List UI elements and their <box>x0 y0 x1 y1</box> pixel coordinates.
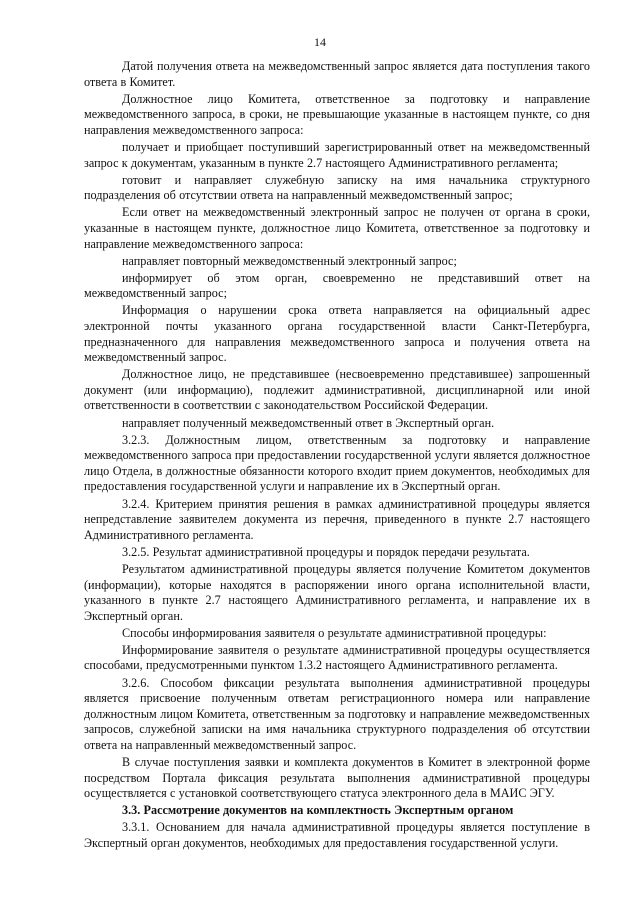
paragraph: В случае поступления заявки и комплекта документов в Комитет в электронной форме посредством Портала фиксация результата выполнения административной процедуры осуществляется с установкой соответствующего статуса электронного дела в МАИС ЭГУ. <box>84 755 590 801</box>
paragraph: Способы информирования заявителя о результате административной процедуры: <box>122 625 547 640</box>
paragraph: готовит и направляет служебную записку на имя начальника структурного подразделения об отсутствии ответа на направленный межведомственный запрос; <box>84 172 590 203</box>
paragraph: Информирование заявителя о результате административной процедуры осуществляется способами, предусмотренными пунктом 1.3.2 настоящего Административного регламента. <box>84 642 590 673</box>
document-body <box>84 59 590 853</box>
paragraph: Информация о нарушении срока ответа направляется на официальный адрес электронной почты указанного органа государственной власти Санкт-Петербурга, предназначенного для направления межведомственного запроса и получения ответа на межведомственный запрос. <box>84 303 590 365</box>
paragraph: получает и приобщает поступивший зарегистрированный ответ на межведомственный запрос к документам, указанным в пункте 2.7 настоящего Административного регламента; <box>84 139 590 170</box>
paragraph: информирует об этом орган, своевременно не представивший ответ на межведомственный запрос; <box>84 270 590 301</box>
paragraph: Должностное лицо, не представившее (несвоевременно представившее) запрошенный документ (или информацию), подлежит административной, дисциплинарной или иной ответственности в соответствии с законодательством Российской Федерации. <box>84 367 590 413</box>
paragraph: 3.2.3. Должностным лицом, ответственным за подготовку и направление межведомственного запроса при предоставлении государственной услуги является должностное лицо Отдела, в должностные обязанности которого входит прием документов, необходимых для предоставления государственной услуги и направление их в Экспертный орган. <box>84 432 590 494</box>
paragraph: Результатом административной процедуры является получение Комитетом документов (информации), которые находятся в распоряжении иного органа исполнительной власти, указанного в пункте 2.7 настоящего Административного регламента, и направление их в Экспертный орган. <box>84 561 590 623</box>
paragraph: 3.3.1. Основанием для начала административной процедуры является поступление в Экспертный орган документов, необходимых для предоставления государственной услуги. <box>84 820 590 850</box>
paragraph: Должностное лицо Комитета, ответственное за подготовку и направление межведомственного запроса, в сроки, не превышающие указанные в настоящем пункте, со дня направления межведомственного запроса: <box>84 91 590 137</box>
paragraph: 3.2.5. Результат административной процедуры и порядок передачи результата. <box>122 544 530 559</box>
paragraph: 3.2.4. Критерием принятия решения в рамках административной процедуры является непредставление заявителем документа из перечня, приведенного в пункте 2.7 настоящего Административного регламента. <box>84 496 590 542</box>
section-heading: 3.3. Рассмотрение документов на комплектность Экспертным органом <box>122 803 514 818</box>
paragraph: Датой получения ответа на межведомственный запрос является дата поступления такого ответа в Комитет. <box>84 59 590 89</box>
paragraph: Если ответ на межведомственный электронный запрос не получен от органа в сроки, указанные в настоящем пункте, должностное лицо Комитета, ответственное за подготовку и направление межведомственного запроса: <box>84 205 590 251</box>
paragraph: направляет повторный межведомственный электронный запрос; <box>122 253 457 268</box>
paragraph: направляет полученный межведомственный ответ в Экспертный орган. <box>122 415 495 430</box>
paragraph: 3.2.6. Способом фиксации результата выполнения административной процедуры является присвоение полученным ответам регистрационного номера или направление должностным лицом Комитета, ответственным за подготовку и направление межведомственных запросов, служебной записки на имя начальника структурного подразделения об отсутствии ответа на направленный межведомственный запрос. <box>84 675 590 752</box>
page-number: 14 <box>314 35 326 49</box>
